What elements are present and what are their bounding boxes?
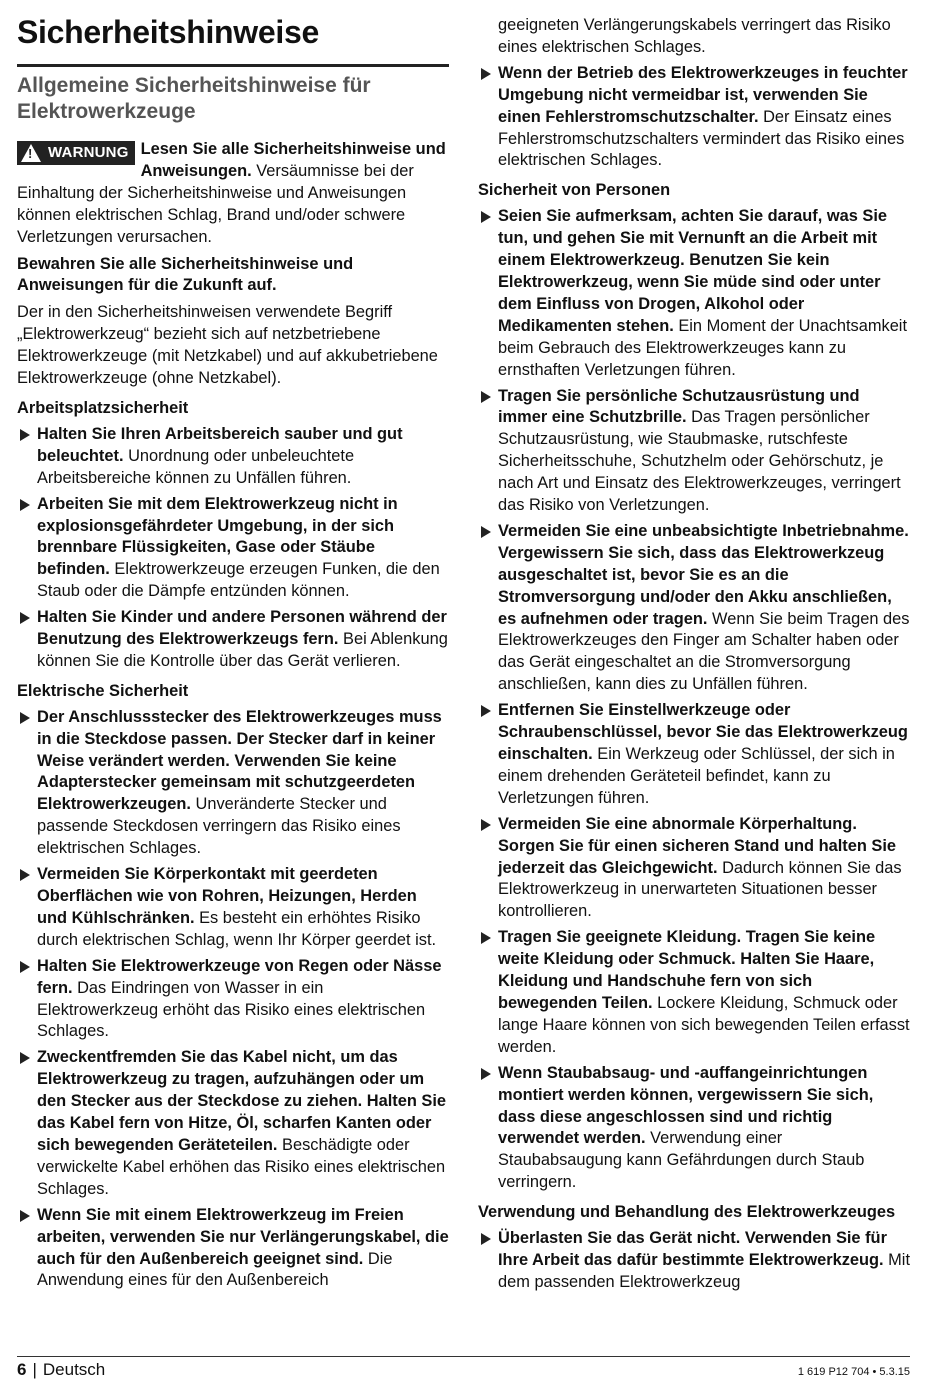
list-item: [17, 424, 449, 490]
item-lead: Arbeiten Sie mit dem Elektrowerkzeug nicht in explosionsgefährdeter Umgebung, in der sich brennbare Flüssigkeiten, Gase oder Stäube befinden.: [37, 494, 398, 579]
list-item: [478, 814, 910, 924]
bullet-arrow-icon: [20, 612, 30, 624]
item-text: Beschädigte oder verwickelte Kabel erhöhen das Risiko eines elektrischen Schlages.: [37, 1135, 446, 1198]
list-item: [478, 1063, 910, 1194]
bullet-arrow-icon: [481, 526, 491, 538]
section-heading: Allgemeine Sicherheitshinweise für Elektrowerkzeuge: [17, 74, 371, 123]
list-item: [478, 386, 910, 517]
item-lead: Wenn der Betrieb des Elektrowerkzeuges in feuchter Umgebung nicht vermeidbar ist, verwenden Sie einen Fehlerstromschutzschalter.: [498, 63, 908, 126]
subheading-electrical: Elektrische Sicherheit: [17, 681, 189, 700]
item-lead: Wenn Sie mit einem Elektrowerkzeug im Freien arbeiten, verwenden Sie nur Verlängerungskabel, die auch für den Außenbereich geeignet sind.: [37, 1205, 449, 1268]
item-lead: Wenn Staubabsaug- und -auffangeinrichtungen montiert werden können, vergewissern Sie sich, dass diese angeschlossen sind und richtig verwendet werden.: [498, 1063, 874, 1148]
item-text: Bei Ablenkung können Sie die Kontrolle über das Gerät verlieren.: [37, 630, 448, 670]
item-lead: Tragen Sie geeignete Kleidung. Tragen Sie keine weite Kleidung oder Schmuck. Halten Sie Haare, Kleidung und Handschuhe fern von sich bewegenden Teilen.: [498, 928, 876, 1012]
item-text: Mit dem passenden Elektrowerkzeug: [498, 1250, 910, 1291]
item-text: geeigneten Verlängerungskabels verringert das Risiko eines elektrischen Schlages.: [498, 16, 891, 56]
left-column: [17, 0, 449, 1292]
item-text: Das Eindringen von Wasser in ein Elektrowerkzeug erhöht das Risiko eines elektrischen Schlages.: [37, 978, 426, 1041]
item-text: Ein Werkzeug oder Schlüssel, der sich in einem drehenden Geräteteil befindet, kann zu Verletzungen führen.: [498, 745, 895, 807]
list-item: [17, 494, 449, 604]
title-divider: [17, 64, 449, 67]
item-text: Wenn Sie beim Tragen des Elektrowerkzeuges den Finger am Schalter haben oder das Gerät eingeschaltet an die Stromversorgung anschließen, kann dies zu Unfällen führen.: [498, 609, 910, 694]
item-text: Verwendung einer Staubabsaugung kann Gefährdungen durch Staub verringern.: [498, 1129, 865, 1192]
list-item: [478, 1228, 910, 1294]
item-text: Dadurch können Sie das Elektrowerkzeug in unerwarteten Situationen besser kontrollieren.: [498, 858, 902, 921]
page-number: 6: [17, 1360, 27, 1379]
subheading-personal: Sicherheit von Personen: [478, 181, 671, 200]
item-lead: Überlasten Sie das Gerät nicht. Verwenden Sie für Ihre Arbeit das dafür bestimmte Elektrowerkzeug.: [498, 1229, 887, 1269]
bullet-arrow-icon: [20, 499, 30, 511]
item-text: Der Einsatz eines Fehlerstromschutzschalters vermindert das Risiko eines elektrischen Schlages.: [498, 107, 905, 170]
list-item: [478, 927, 910, 1058]
bullet-arrow-icon: [20, 869, 30, 881]
page-footer: [17, 1356, 910, 1381]
warning-triangle-icon: [21, 144, 41, 162]
list-item: [17, 607, 449, 673]
bullet-arrow-icon: [481, 1068, 491, 1080]
warning-label: WARNUNG: [48, 144, 129, 161]
bullet-arrow-icon: [481, 705, 491, 717]
item-lead: Entfernen Sie Einstellwerkzeuge oder Schraubenschlüssel, bevor Sie das Elektrowerkzeug einschalten.: [498, 701, 908, 763]
warning-body: Versäumnisse bei der Einhaltung der Sicherheitshinweise und Anweisungen können elektrischen Schlag, Brand und/oder schwere Verletzungen verursachen.: [17, 161, 414, 246]
item-lead: Vermeiden Sie eine abnormale Körperhaltung. Sorgen Sie für einen sicheren Stand und halten Sie jederzeit das Gleichgewicht.: [498, 814, 897, 877]
item-text: Das Tragen persönlicher Schutzausrüstung, wie Staubmaske, rutschfeste Sicherheitsschuhe, Schutzhelm oder Gehörschutz, je nach Art und Einsatz des Elektrowerkzeuges, verringert das Risiko von Verletzungen.: [498, 408, 901, 515]
page-title: Sicherheitshinweise: [17, 14, 319, 50]
list-item: [17, 1047, 449, 1200]
bullet-arrow-icon: [481, 1233, 491, 1245]
bullet-arrow-icon: [20, 712, 30, 724]
list-item: [17, 864, 449, 952]
right-column: [478, 0, 910, 1294]
list-item-continuation: [478, 15, 910, 59]
list-item: [17, 1205, 449, 1293]
bullet-arrow-icon: [481, 819, 491, 831]
bullet-arrow-icon: [20, 429, 30, 441]
bullet-arrow-icon: [481, 391, 491, 403]
keep-notice: Bewahren Sie alle Sicherheitshinweise und Anweisungen für die Zukunft auf.: [17, 254, 354, 295]
warning-lead: Lesen Sie alle Sicherheitshinweise und Anweisungen.: [140, 140, 446, 180]
bullet-arrow-icon: [481, 68, 491, 80]
item-lead: Seien Sie aufmerksam, achten Sie darauf, was Sie tun, und gehen Sie mit Vernunft an die Arbeit mit einem Elektrowerkzeug. Benutzen Sie kein Elektrowerkzeug, wenn Sie müde sind oder unter dem Einfluss von Drogen, Alkohol oder Medikamenten stehen.: [498, 207, 887, 335]
list-item: [17, 956, 449, 1044]
bullet-arrow-icon: [20, 1210, 30, 1222]
footer-language: Deutsch: [42, 1360, 106, 1379]
list-item: [17, 707, 449, 860]
item-lead: Halten Sie Kinder und andere Personen während der Benutzung des Elektrowerkzeugs fern.: [37, 608, 447, 649]
item-lead: Vermeiden Sie eine unbeabsichtigte Inbetriebnahme. Vergewissern Sie sich, dass das Elektrowerkzeug ausgeschaltet ist, bevor Sie es an die Stromversorgung und/oder den Akku anschließen, es aufnehmen oder tragen.: [498, 521, 909, 628]
item-lead: Der Anschlussstecker des Elektrowerkzeuges muss in die Steckdose passen. Der Stecker darf in keiner Weise verändert werden. Verwenden Sie keine Adapterstecker gemeinsam mit schutzgeerdeten Elektrowerkzeugen.: [37, 707, 442, 814]
document-number: 1 619 P12 704 • 5.3.15: [797, 1366, 910, 1378]
item-text: Elektrowerkzeuge erzeugen Funken, die den Staub oder die Dämpfe entzünden können.: [37, 560, 440, 601]
item-text: Unordnung oder unbeleuchtete Arbeitsbereiche können zu Unfällen führen.: [37, 446, 355, 487]
term-definition: Der in den Sicherheitshinweisen verwendete Begriff „Elektrowerkzeug“ bezieht sich auf netzbetriebene Elektrowerkzeuge (mit Netzkabel) und auf akkubetriebene Elektrowerkzeuge (ohne Netzkabel).: [17, 303, 438, 388]
item-lead: Halten Sie Elektrowerkzeuge von Regen oder Nässe fern.: [37, 956, 442, 997]
item-text: Lockere Kleidung, Schmuck oder lange Haare können von sich bewegenden Teilen erfasst werden.: [498, 993, 910, 1056]
bullet-arrow-icon: [481, 211, 491, 223]
subheading-workplace: Arbeitsplatzsicherheit: [17, 398, 189, 417]
list-item: [478, 63, 910, 173]
item-text: Unveränderte Stecker und passende Steckdosen verringern das Risiko eines elektrischen Schlages.: [37, 795, 401, 858]
list-item: [478, 206, 910, 381]
bullet-arrow-icon: [20, 1052, 30, 1064]
item-lead: Zweckentfremden Sie das Kabel nicht, um das Elektrowerkzeug zu tragen, aufzuhängen oder um den Stecker aus der Steckdose zu ziehen. Halten Sie das Kabel fern von Hitze, Öl, scharfen Kanten oder sich bewegenden Geräteteilen.: [37, 1048, 447, 1154]
item-text: Ein Moment der Unachtsamkeit beim Gebrauch des Elektrowerkzeuges kann zu ernsthaften Verletzungen führen.: [498, 316, 908, 379]
item-text: Die Anwendung eines für den Außenbereich: [37, 1249, 393, 1290]
item-lead: Vermeiden Sie Körperkontakt mit geerdeten Oberflächen wie von Rohren, Heizungen, Herden und Kühlschränken.: [37, 865, 417, 927]
item-lead: Tragen Sie persönliche Schutzausrüstung und immer eine Schutzbrille.: [498, 386, 860, 427]
item-lead: Halten Sie Ihren Arbeitsbereich sauber und gut beleuchtet.: [37, 424, 403, 465]
warning-block: [17, 139, 449, 249]
item-text: Es besteht ein erhöhtes Risiko durch elektrischen Schlag, wenn Ihr Körper geerdet ist.: [37, 908, 437, 949]
bullet-arrow-icon: [20, 961, 30, 973]
bullet-arrow-icon: [481, 932, 491, 944]
warning-badge: [17, 141, 135, 165]
list-item: [478, 521, 910, 696]
footer-separator: |: [32, 1360, 37, 1379]
subheading-usage: Verwendung und Behandlung des Elektrowerkzeuges: [478, 1203, 896, 1222]
list-item: [478, 700, 910, 810]
